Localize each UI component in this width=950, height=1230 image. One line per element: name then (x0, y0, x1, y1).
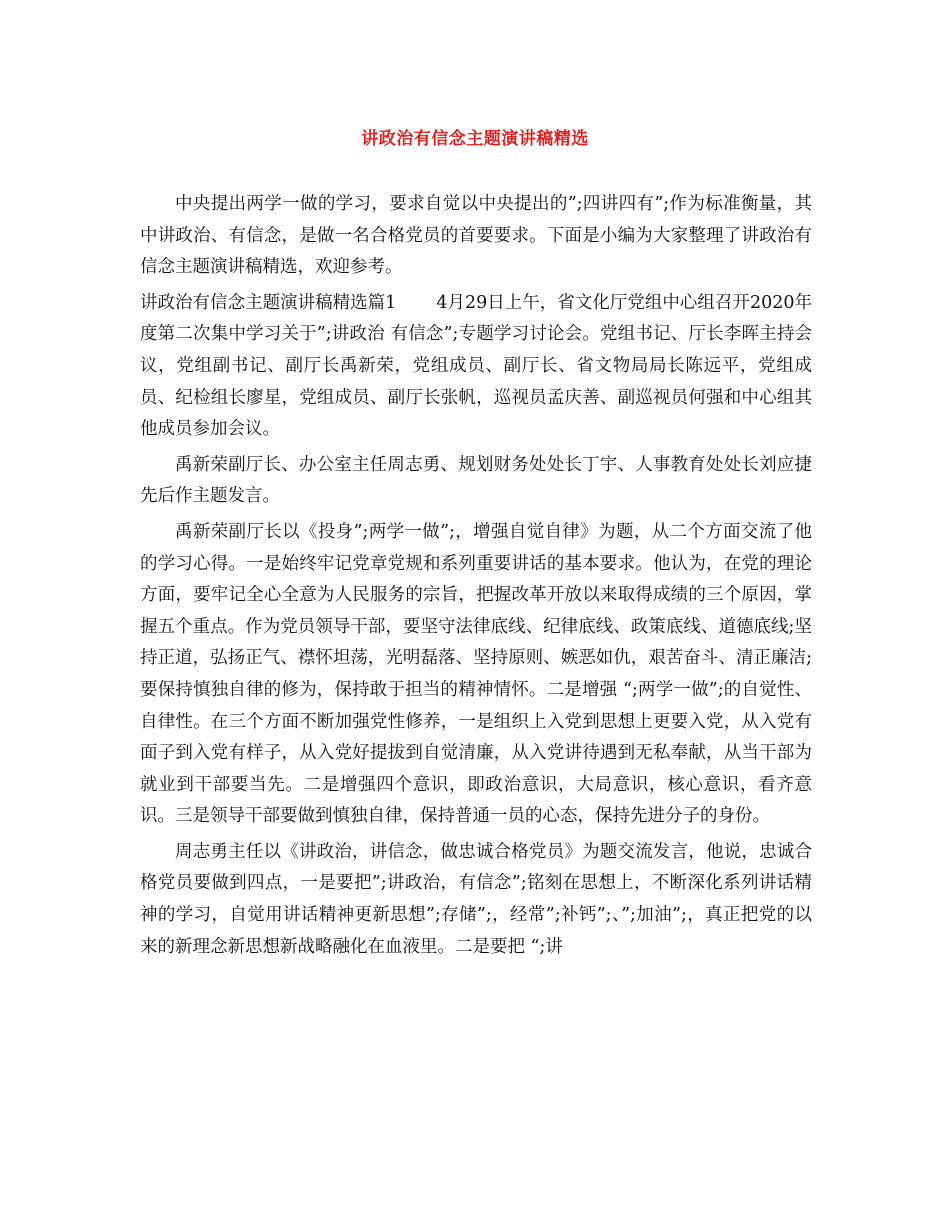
paragraph-1-text: 4月29日上午，省文化厅党组中心组召开2020年度第二次集中学习关于”;讲政治 有信念”;专题学习讨论会。党组书记、厅长李晖主持会议，党组副书记、副厅长禹新荣，党组成员、副厅长、省文物局局长陈远平，党组成员、纪检组长廖星，党组成员、副厅长张帆，巡视员孟庆善、副巡视员何强和中心组其他成员参加会议。 (140, 292, 812, 440)
document-title: 讲政治有信念主题演讲稿精选 (361, 129, 589, 149)
section-heading: 讲政治有信念主题演讲稿精选篇1 (140, 292, 397, 313)
paragraph-4: 周志勇主任以《讲政治，讲信念，做忠诚合格党员》为题交流发言，他说，忠诚合格党员要做到四点，一是要把”;讲政治，有信念”;铭刻在思想上，不断深化系列讲话精神的学习，自觉用讲话精神更新思想”;存储”;，经常”;补钙”;、”;加油”;，真正把党的以来的新理念新思想新战略融化在血液里。二是要把 “;讲 (140, 841, 812, 957)
paragraph-3: 禹新荣副厅长以《投身”;两学一做”;，增强自觉自律》为题，从二个方面交流了他的学习心得。一是始终牢记党章党规和系列重要讲话的基本要求。他认为，在党的理论方面，要牢记全心全意为人民服务的宗旨，把握改革开放以来取得成绩的三个原因，掌握五个重点。作为党员领导干部，要坚守法律底线、纪律底线、政策底线、道德底线;坚持正道，弘扬正气、襟怀坦荡，光明磊落、坚持原则、嫉恶如仇，艰苦奋斗、清正廉洁;要保持慎独自律的修为，保持敢于担当的精神情怀。二是增强 “;两学一做”;的自觉性、自律性。在三个方面不断加强党性修养，一是组织上入党到思想上更要入党，从入党有面子到入党有样子，从入党好提拔到自觉清廉，从入党讲待遇到无私奉献，从当干部为就业到干部要当先。二是增强四个意识，即政治意识，大局意识，核心意识，看齐意识。三是领导干部要做到慎独自律，保持普通一员的心态，保持先进分子的身份。 (140, 521, 812, 827)
section-paragraph-1 (140, 288, 812, 446)
document-body (140, 189, 812, 963)
paragraph-2: 禹新荣副厅长、办公室主任周志勇、规划财务处处长丁宇、人事教育处处长刘应捷先后作主题发言。 (140, 454, 812, 507)
intro-paragraph: 中央提出两学一做的学习，要求自觉以中央提出的”;四讲四有”;作为标准衡量，其中讲政治、有信念，是做一名合格党员的首要要求。下面是小编为大家整理了讲政治有信念主题演讲稿精选，欢迎参考。 (140, 194, 812, 278)
